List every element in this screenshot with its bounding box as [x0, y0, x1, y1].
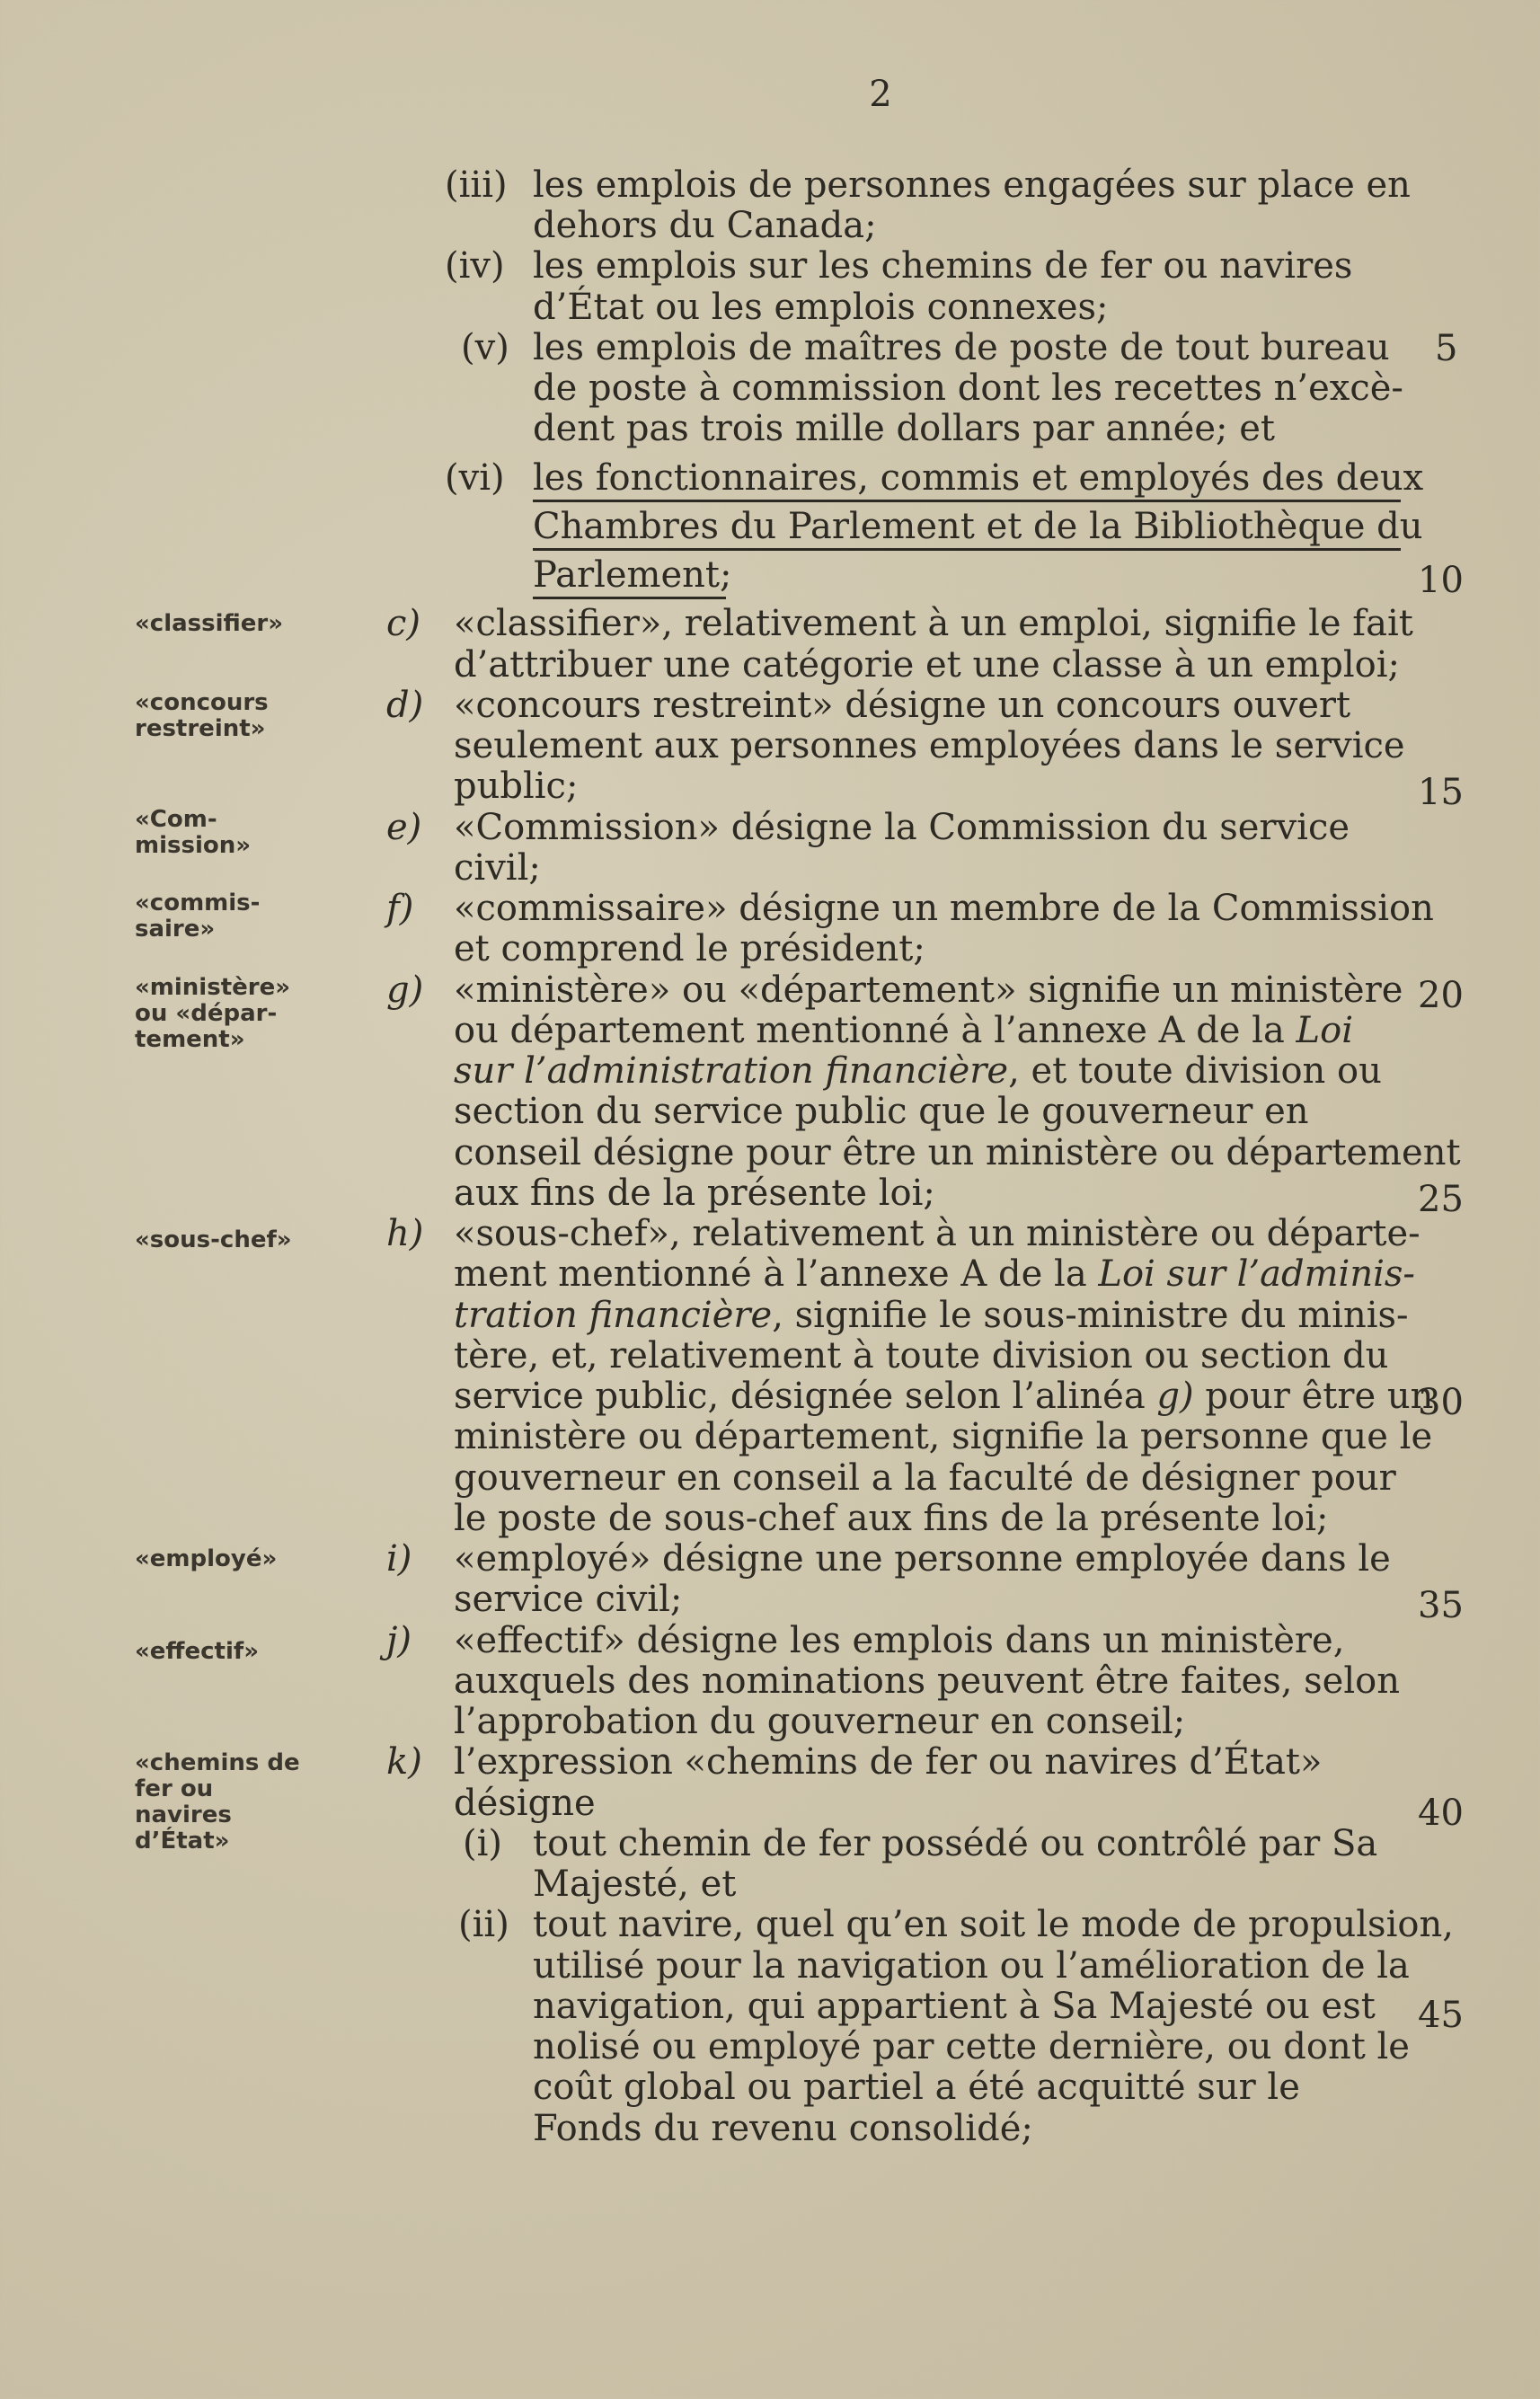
line-number: 25: [1418, 1179, 1464, 1220]
text-line: «Commission» désigne la Commission du service: [454, 807, 1350, 848]
text-line: [463, 1823, 503, 1864]
item-label: g): [386, 969, 424, 1011]
text-line: section du service public que le gouverneur en: [454, 1091, 1309, 1132]
text-line: les emplois de maîtres de poste de tout bureau: [533, 327, 1390, 368]
amendment-rule: [533, 500, 1401, 502]
amendment-rule: [533, 548, 1401, 551]
amendment-rule: [533, 597, 726, 599]
item-label: j): [386, 1620, 412, 1661]
item-label: d): [386, 685, 424, 726]
text-line: désigne: [454, 1783, 596, 1824]
text-line: [458, 1904, 509, 1945]
marginal-note: «employé»: [135, 1545, 278, 1572]
marginal-note: «sous-chef»: [135, 1226, 292, 1253]
text-line: «effectif» désigne les emplois dans un ministère,: [454, 1620, 1345, 1661]
line-number: 10: [1418, 560, 1464, 601]
line-number: 45: [1418, 1995, 1464, 2036]
text-line: public;: [454, 766, 579, 807]
text-line: [386, 685, 424, 726]
item-label: (vi): [445, 457, 505, 499]
text-line: civil;: [454, 847, 541, 889]
text-line: «sous-chef», relativement à un ministère ou départe-: [454, 1213, 1421, 1254]
text-line: gouverneur en conseil a la faculté de désigner pour: [454, 1457, 1396, 1499]
text-line: l’expression «chemins de fer ou navires d’État»: [454, 1741, 1323, 1783]
text-line: [386, 603, 421, 644]
text-line: les fonctionnaires, commis et employés des deux: [533, 457, 1424, 499]
text-line: l’approbation du gouverneur en conseil;: [454, 1701, 1186, 1742]
item-label: (v): [461, 327, 509, 368]
page-number: 2: [869, 74, 892, 115]
text-line: Chambres du Parlement et de la Bibliothèque du: [533, 506, 1423, 547]
text-line: d’État ou les emplois connexes;: [533, 287, 1109, 328]
text-line: ou département mentionné à l’annexe A de la Loi: [454, 1010, 1353, 1051]
text-line: [386, 807, 422, 848]
marginal-note: «commis- saire»: [135, 890, 261, 943]
text-line: [386, 1213, 424, 1254]
line-number: 35: [1418, 1585, 1464, 1626]
text-line: ment mentionné à l’annexe A de la Loi sur l’adminis-: [454, 1253, 1415, 1295]
line-number: 15: [1418, 772, 1464, 813]
marginal-note: «concours restreint»: [135, 689, 269, 742]
marginal-note: «classifier»: [135, 610, 284, 637]
text-line: utilisé pour la navigation ou l’amélioration de la: [533, 1945, 1410, 1987]
text-line: conseil désigne pour être un ministère ou département: [454, 1132, 1461, 1173]
marginal-note: «ministère» ou «dépar- tement»: [135, 974, 291, 1053]
text-line: [445, 245, 505, 287]
marginal-note: «effectif»: [135, 1638, 259, 1665]
text-line: [445, 164, 508, 206]
text-line: service public, désignée selon l’alinéa g) pour être un: [454, 1376, 1434, 1417]
item-label: (i): [463, 1823, 503, 1864]
text-line: [386, 888, 414, 929]
text-line: sur l’administration financière, et toute division ou: [454, 1050, 1382, 1092]
text-line: «classifier», relativement à un emploi, signifie le fait: [454, 603, 1413, 644]
text-line: aux fins de la présente loi;: [454, 1173, 935, 1214]
text-line: tout chemin de fer possédé ou contrôlé par Sa: [533, 1823, 1378, 1864]
text-line: les emplois de personnes engagées sur place en: [533, 164, 1411, 206]
item-label: (iv): [445, 245, 505, 287]
text-line: de poste à commission dont les recettes n’excè-: [533, 367, 1403, 409]
text-line: [386, 1741, 422, 1783]
text-line: le poste de sous-chef aux fins de la présente loi;: [454, 1498, 1329, 1539]
text-line: «commissaire» désigne un membre de la Commission: [454, 888, 1434, 929]
text-line: et comprend le président;: [454, 928, 925, 969]
text-line: navigation, qui appartient à Sa Majesté ou est: [533, 1986, 1376, 2027]
marginal-note: «chemins de fer ou navires d’État»: [135, 1749, 300, 1855]
text-line: «employé» désigne une personne employée dans le: [454, 1538, 1391, 1580]
text-line: auxquels des nominations peuvent être faites, selon: [454, 1660, 1400, 1702]
text-line: nolisé ou employé par cette dernière, ou dont le: [533, 2026, 1410, 2067]
item-label: f): [386, 888, 414, 929]
line-number: 30: [1418, 1382, 1464, 1423]
text-line: [461, 327, 509, 368]
text-line: seulement aux personnes employées dans le service: [454, 725, 1405, 766]
text-line: Majesté, et: [533, 1863, 737, 1905]
text-line: service civil;: [454, 1579, 683, 1620]
text-line: [386, 969, 424, 1011]
line-number: 5: [1435, 328, 1458, 369]
item-label: i): [386, 1538, 412, 1580]
text-line: Parlement;: [533, 554, 732, 596]
item-label: k): [386, 1741, 422, 1783]
text-line: Fonds du revenu consolidé;: [533, 2108, 1033, 2149]
item-label: e): [386, 807, 422, 848]
text-line: tration financière, signifie le sous-ministre du minis-: [454, 1295, 1409, 1336]
item-label: h): [386, 1213, 424, 1254]
text-line: tout navire, quel qu’en soit le mode de propulsion,: [533, 1904, 1454, 1945]
marginal-note: «Com- mission»: [135, 806, 252, 859]
text-line: tère, et, relativement à toute division ou section du: [454, 1335, 1389, 1377]
text-line: dehors du Canada;: [533, 205, 877, 246]
text-line: «concours restreint» désigne un concours ouvert: [454, 685, 1351, 726]
text-line: d’attribuer une catégorie et une classe à un emploi;: [454, 644, 1401, 686]
text-line: les emplois sur les chemins de fer ou navires: [533, 245, 1353, 287]
text-line: [386, 1538, 412, 1580]
text-line: «ministère» ou «département» signifie un ministère: [454, 969, 1403, 1011]
text-line: ministère ou département, signifie la personne que le: [454, 1416, 1433, 1457]
text-line: dent pas trois mille dollars par année; et: [533, 408, 1275, 449]
item-label: c): [386, 603, 421, 644]
line-number: 20: [1418, 975, 1464, 1016]
line-number: 40: [1418, 1793, 1464, 1834]
item-label: (ii): [458, 1904, 509, 1945]
item-label: (iii): [445, 164, 508, 206]
text-line: coût global ou partiel a été acquitté sur le: [533, 2067, 1300, 2108]
text-line: [386, 1620, 412, 1661]
text-line: [445, 457, 505, 499]
